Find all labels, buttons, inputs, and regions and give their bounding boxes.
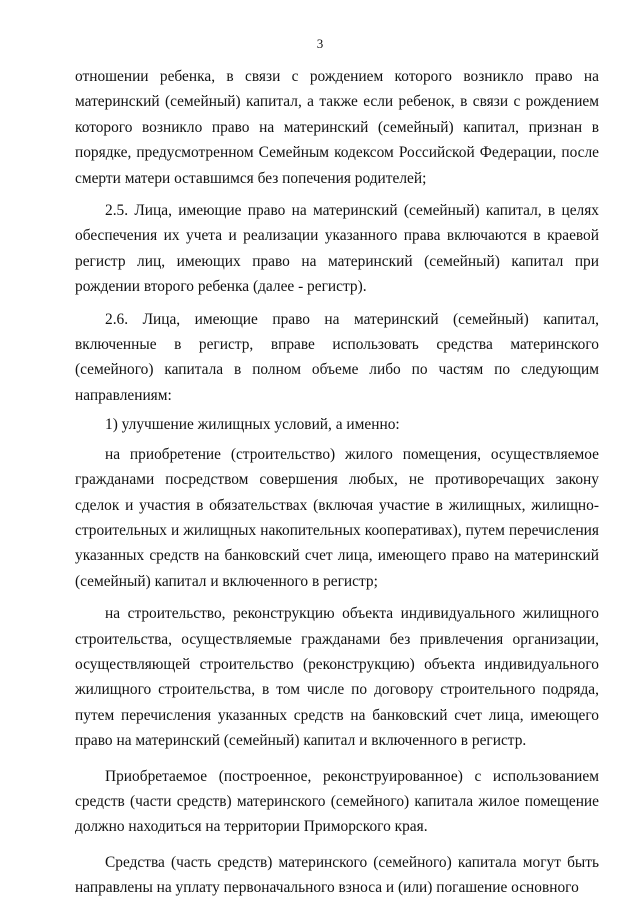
page-number: 3 — [316, 36, 324, 51]
paragraph-2-6: 2.6. Лица, имеющие право на материнский (семейный) капитал, включенные в регистр, вправе использовать средства материнского (семейного) капитала в полном объеме либо по частям по следующим направлениям: — [75, 310, 599, 404]
document-body — [75, 64, 599, 901]
paragraph-funds: Средства (часть средств) материнского (семейного) капитала могут быть направлены на уплату первоначального взноса и (или) погашение основного — [75, 853, 599, 897]
paragraph-2-5: 2.5. Лица, имеющие право на материнский (семейный) капитал, в целях обеспечения их учета и реализации указанного права включаются в краевой регистр лиц, имеющих право на материнский (семейный) капитал при рождении второго ребенка (далее - регистр). — [75, 202, 599, 296]
paragraph-acquisition: на приобретение (строительство) жилого помещения, осуществляемое гражданами посредством совершения любых, не противоречащих закону сделок и участия в обязательствах (включая участие в жилищных, жилищно-строительных и жилищных накопительных кооперативах), путем перечисления указанных средств на банковский счет лица, имеющего право на материнский (семейный) капитал и включенного в регистр; — [75, 445, 599, 590]
paragraph-location: Приобретаемое (построенное, реконструированное) с использованием средств (части средств) материнского (семейного) капитала жилое помещение должно находиться на территории Приморского края. — [75, 767, 599, 836]
paragraph-construction: на строительство, реконструкцию объекта индивидуального жилищного строительства, осуществляемые гражданами без привлечения организации, осуществляющей строительство (реконструкцию) объекта индивидуального жилищного строительства, в том числе по договору строительного подряда, путем перечисления указанных средств на банковский счет лица, имеющего право на материнский (семейный) капитал и включенного в регистр. — [75, 605, 599, 750]
paragraph-continuation: отношении ребенка, в связи с рождением которого возникло право на материнский (семейный) капитал, а также если ребенок, в связи с рождением которого возникло право на материнский (семейный) капитал, признан в порядке, предусмотренном Семейным кодексом Российской Федерации, после смерти матери оставшимся без попечения родителей; — [75, 68, 599, 187]
list-item-1: 1) улучшение жилищных условий, а именно: — [105, 416, 400, 434]
